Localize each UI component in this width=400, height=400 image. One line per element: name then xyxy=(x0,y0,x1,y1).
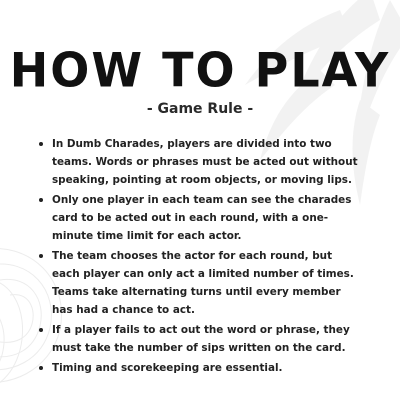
bullet-icon xyxy=(39,328,43,332)
rules-list xyxy=(38,135,360,379)
rule-text: Timing and scorekeeping are essential. xyxy=(52,362,283,374)
section-subtitle: - Game Rule - xyxy=(146,101,254,117)
list-item xyxy=(38,359,360,377)
list-item xyxy=(38,321,360,357)
list-item xyxy=(38,135,360,189)
bullet-icon xyxy=(39,366,43,370)
rule-text: The team chooses the actor for each round, but each player can only act a limited number of times. Teams take alternating turns until every member has had a chance to act. xyxy=(52,250,354,316)
rule-text: If a player fails to act out the word or phrase, they must take the number of sips written on the card. xyxy=(52,324,350,354)
bullet-icon xyxy=(39,198,43,202)
bullet-icon xyxy=(39,254,43,258)
rule-text: Only one player in each team can see the charades card to be acted out in each round, with a one-minute time limit for each actor. xyxy=(52,194,352,242)
list-item xyxy=(38,247,360,319)
page-title: HOW TO PLAY xyxy=(9,42,391,98)
bullet-icon xyxy=(39,142,43,146)
list-item xyxy=(38,191,360,245)
rule-text: In Dumb Charades, players are divided into two teams. Words or phrases must be acted out without speaking, pointing at room objects, or moving lips. xyxy=(52,138,358,186)
